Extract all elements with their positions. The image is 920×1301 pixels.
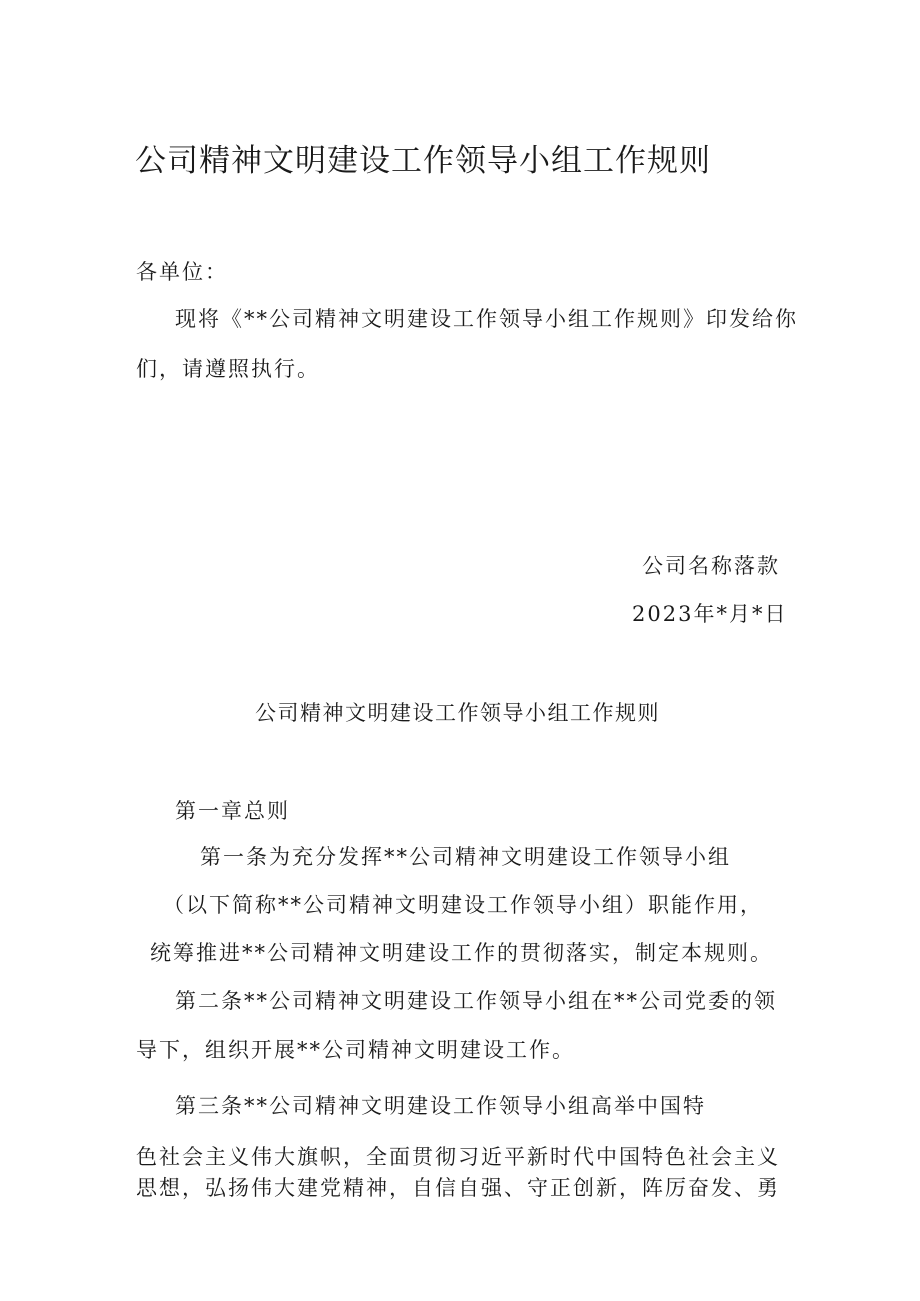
- intro-paragraph-line-1: 现将《**公司精神文明建设工作领导小组工作规则》印发给你: [175, 307, 798, 331]
- article-3-line-2: 色社会主义伟大旗帜，全面贯彻习近平新时代中国特色社会主义: [136, 1145, 780, 1169]
- signature-date: 2023年*月*日: [632, 602, 788, 626]
- document-title: 公司精神文明建设工作领导小组工作规则: [135, 143, 711, 179]
- article-2-line-1: 第二条**公司精神文明建设工作领导小组在**公司党委的领: [175, 989, 777, 1013]
- rules-title: 公司精神文明建设工作领导小组工作规则: [255, 701, 660, 725]
- article-1-line-1: 第一条为充分发挥**公司精神文明建设工作领导小组: [200, 845, 731, 869]
- article-2-line-2: 导下，组织开展**公司精神文明建设工作。: [136, 1038, 575, 1062]
- article-3-line-1: 第三条**公司精神文明建设工作领导小组高举中国特: [175, 1094, 706, 1118]
- article-3-line-3: 思想，弘扬伟大建党精神，自信自强、守正创新，阵厉奋发、勇: [136, 1176, 780, 1200]
- article-1-line-3: 统筹推进**公司精神文明建设工作的贯彻落实，制定本规则。: [150, 941, 773, 965]
- chapter-heading: 第一章总则: [175, 799, 290, 823]
- salutation: 各单位：: [136, 260, 228, 284]
- intro-paragraph-line-2: 们，请遵照执行。: [136, 357, 320, 381]
- signature-company: 公司名称落款: [642, 554, 780, 578]
- article-1-line-2: （以下简称**公司精神文明建设工作领导小组）职能作用，: [163, 893, 763, 917]
